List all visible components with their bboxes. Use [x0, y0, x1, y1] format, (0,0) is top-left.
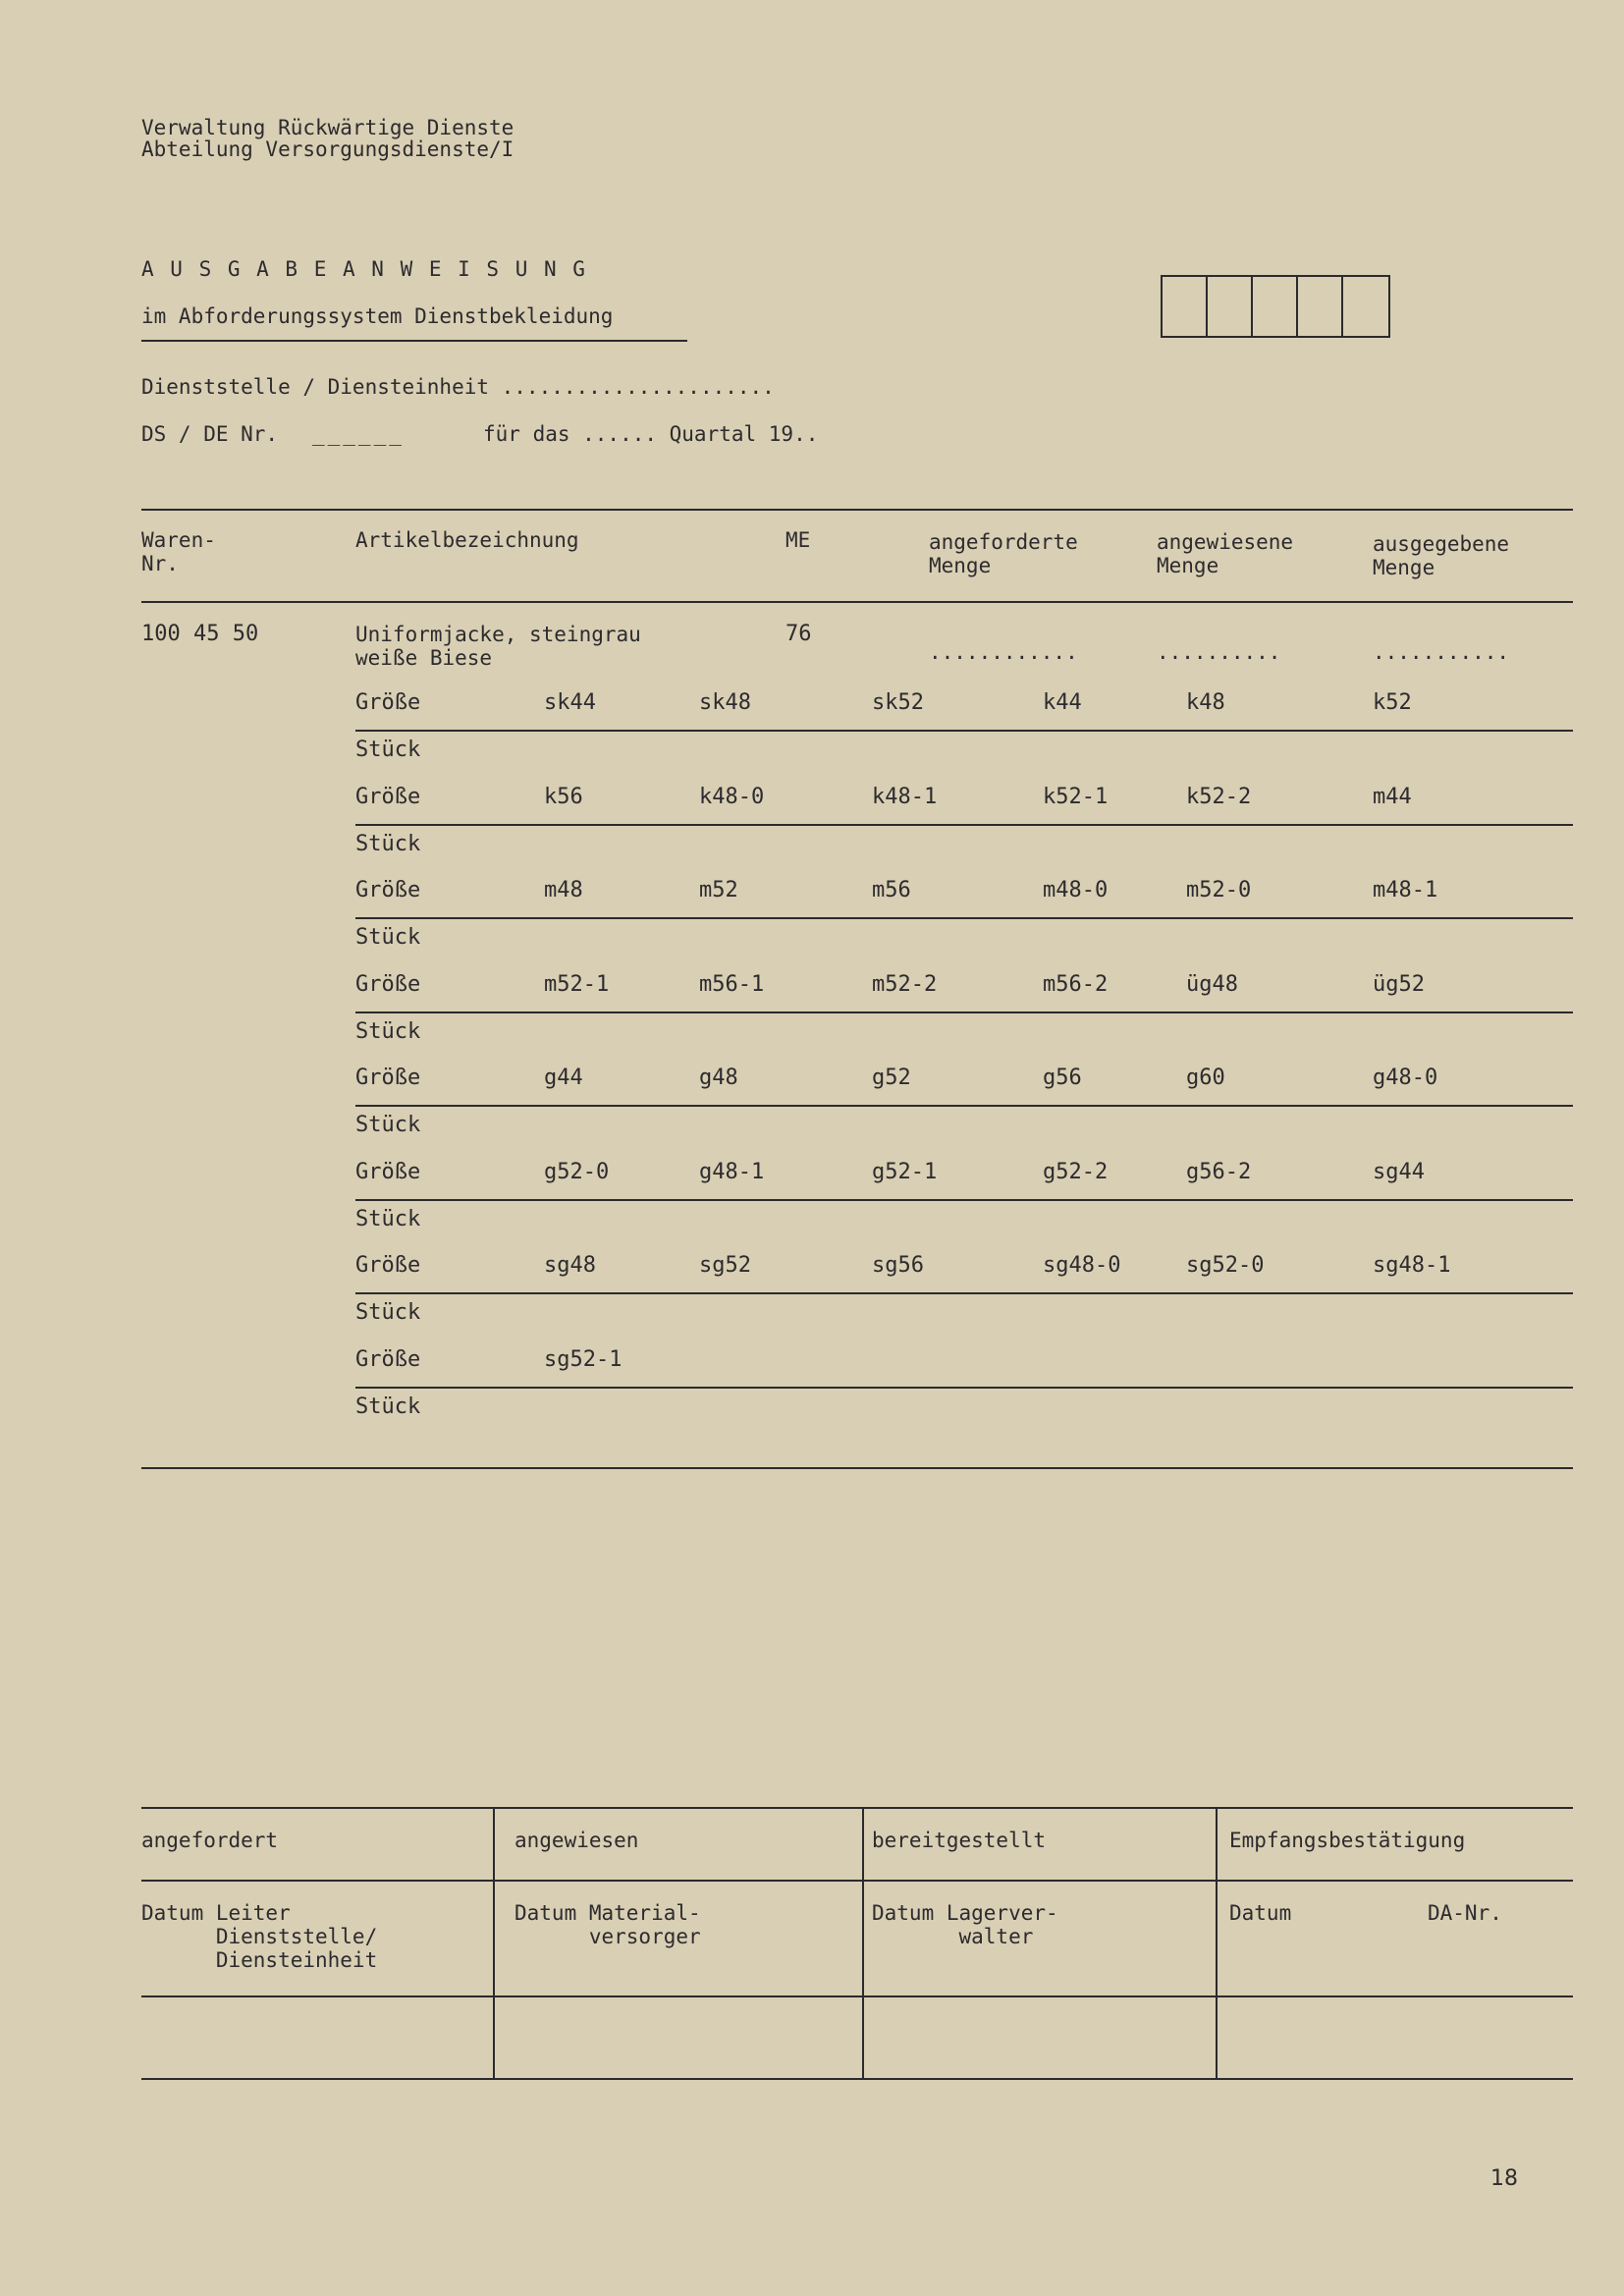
- sig-field-angefordert[interactable]: [143, 1999, 491, 2076]
- size-code: sg48: [544, 1253, 596, 1278]
- stueck-label: Stück: [355, 1113, 421, 1137]
- size-code: üg48: [1186, 972, 1238, 997]
- sig-field-angewiesen[interactable]: [497, 1999, 860, 2076]
- code-box-4[interactable]: [1296, 275, 1343, 338]
- size-code: k48: [1186, 690, 1225, 715]
- size-code: g48-1: [699, 1160, 765, 1184]
- stueck-quantity-field[interactable]: [461, 1297, 1561, 1333]
- item-name: Uniformjacke, steingrau weiße Biese: [355, 623, 641, 670]
- size-code: g56: [1043, 1066, 1082, 1090]
- size-row-rule: [355, 1292, 1573, 1294]
- groesse-label: Größe: [355, 1160, 421, 1184]
- stueck-label: Stück: [355, 1207, 421, 1231]
- stueck-quantity-field[interactable]: [461, 1392, 1561, 1427]
- stueck-label: Stück: [355, 925, 421, 950]
- size-code: sg52: [699, 1253, 751, 1278]
- size-row-rule: [355, 917, 1573, 919]
- size-code: sk52: [872, 690, 924, 715]
- size-code: k52-2: [1186, 785, 1252, 809]
- size-code: g44: [544, 1066, 583, 1090]
- size-code: sg48-0: [1043, 1253, 1121, 1278]
- sig-header-empfang: Empfangsbestätigung: [1229, 1829, 1466, 1852]
- sig-divider-3: [1216, 1807, 1218, 2080]
- size-code: m48: [544, 878, 583, 902]
- size-code: k48-0: [699, 785, 765, 809]
- sig-header-angefordert: angefordert: [141, 1829, 279, 1852]
- size-code: g48-0: [1373, 1066, 1438, 1090]
- item-angefordert-dots[interactable]: ............: [929, 640, 1078, 664]
- size-code: g60: [1186, 1066, 1225, 1090]
- size-code: sk48: [699, 690, 751, 715]
- size-code: g52: [872, 1066, 911, 1090]
- col-header-warennr: Waren- Nr.: [141, 528, 216, 575]
- size-code: k52: [1373, 690, 1412, 715]
- col-header-artikel: Artikelbezeichnung: [355, 528, 579, 552]
- item-ausgegeben-dots[interactable]: ...........: [1373, 640, 1510, 664]
- sig-cell-materialversorger: Datum Material- versorger: [514, 1901, 701, 1948]
- stueck-label: Stück: [355, 1019, 421, 1044]
- size-code: sg52-1: [544, 1347, 623, 1372]
- col-header-me: ME: [785, 528, 811, 552]
- code-box-3[interactable]: [1251, 275, 1298, 338]
- size-code: m48-0: [1043, 878, 1109, 902]
- stueck-label: Stück: [355, 738, 421, 762]
- stueck-quantity-field[interactable]: [461, 735, 1561, 770]
- sig-top-rule: [141, 1807, 1573, 1809]
- groesse-label: Größe: [355, 690, 421, 715]
- size-row-rule: [355, 1387, 1573, 1389]
- col-header-ausgegeben: ausgegebene Menge: [1373, 532, 1510, 579]
- size-code: m52: [699, 878, 738, 902]
- col-header-angewiesen: angewiesene Menge: [1157, 530, 1294, 577]
- size-code: g48: [699, 1066, 738, 1090]
- table-top-rule: [141, 509, 1573, 511]
- size-code: m52-1: [544, 972, 610, 997]
- size-code: k52-1: [1043, 785, 1109, 809]
- size-code: m56: [872, 878, 911, 902]
- item-angewiesen-dots[interactable]: ..........: [1157, 640, 1281, 664]
- size-code: g52-0: [544, 1160, 610, 1184]
- size-row-rule: [355, 1199, 1573, 1201]
- sig-header-bereitgestellt: bereitgestellt: [872, 1829, 1047, 1852]
- item-me: 76: [785, 622, 812, 646]
- size-code: m48-1: [1373, 878, 1438, 902]
- size-code: sg56: [872, 1253, 924, 1278]
- groesse-label: Größe: [355, 1347, 421, 1372]
- ds-nr-field[interactable]: ______: [312, 422, 405, 446]
- size-code: m56-2: [1043, 972, 1109, 997]
- size-code: sg52-0: [1186, 1253, 1265, 1278]
- table-header-rule: [141, 601, 1573, 603]
- size-code: k56: [544, 785, 583, 809]
- code-box-1[interactable]: [1161, 275, 1208, 338]
- sig-cell-da-nr: DA-Nr.: [1428, 1901, 1502, 1925]
- sig-header-angewiesen: angewiesen: [514, 1829, 639, 1852]
- size-row-rule: [355, 730, 1573, 732]
- dienststelle-field[interactable]: Dienststelle / Diensteinheit ......................: [141, 375, 775, 399]
- size-code: m56-1: [699, 972, 765, 997]
- stueck-label: Stück: [355, 832, 421, 856]
- stueck-quantity-field[interactable]: [461, 1110, 1561, 1145]
- code-box-2[interactable]: [1206, 275, 1253, 338]
- stueck-quantity-field[interactable]: [461, 829, 1561, 864]
- sig-field-empfang[interactable]: [1219, 1999, 1571, 2076]
- size-code: m44: [1373, 785, 1412, 809]
- size-code: k48-1: [872, 785, 938, 809]
- size-code: sg48-1: [1373, 1253, 1451, 1278]
- size-row-rule: [355, 824, 1573, 826]
- item-warennr: 100 45 50: [141, 622, 259, 646]
- sig-header-rule: [141, 1880, 1573, 1882]
- org-line-2: Abteilung Versorgungsdienste/I: [141, 137, 514, 161]
- size-code: g52-1: [872, 1160, 938, 1184]
- sig-cell-lagerverwalter: Datum Lagerver- walter: [872, 1901, 1058, 1948]
- size-code: m52-2: [872, 972, 938, 997]
- code-box-5[interactable]: [1341, 275, 1390, 338]
- form-subtitle: im Abforderungssystem Dienstbekleidung: [141, 304, 614, 328]
- size-row-rule: [355, 1011, 1573, 1013]
- org-line-1: Verwaltung Rückwärtige Dienste: [141, 116, 514, 139]
- sig-divider-1: [493, 1807, 495, 2080]
- size-code: sk44: [544, 690, 596, 715]
- form-title: A U S G A B E A N W E I S U N G: [141, 257, 587, 281]
- col-header-angefordert: angeforderte Menge: [929, 530, 1078, 577]
- quartal-field[interactable]: für das ...... Quartal 19..: [483, 422, 819, 446]
- groesse-label: Größe: [355, 878, 421, 902]
- stueck-label: Stück: [355, 1394, 421, 1419]
- page-number: 18: [1490, 2166, 1518, 2191]
- size-code: k44: [1043, 690, 1082, 715]
- sig-field-bereitgestellt[interactable]: [866, 1999, 1214, 2076]
- stueck-quantity-field[interactable]: [461, 1204, 1561, 1239]
- sig-divider-2: [862, 1807, 864, 2080]
- sig-cell-leiter: Datum Leiter Dienststelle/ Diensteinheit: [141, 1901, 378, 1972]
- groesse-label: Größe: [355, 1253, 421, 1278]
- sig-cell-datum: Datum: [1229, 1901, 1292, 1925]
- code-boxes[interactable]: [1161, 275, 1390, 338]
- size-row-rule: [355, 1105, 1573, 1107]
- subtitle-underline: [141, 340, 687, 342]
- ds-nr-label: DS / DE Nr.: [141, 422, 279, 446]
- groesse-label: Größe: [355, 785, 421, 809]
- groesse-label: Größe: [355, 1066, 421, 1090]
- sig-mid-rule: [141, 1995, 1573, 1997]
- table-bottom-rule: [141, 1467, 1573, 1469]
- stueck-quantity-field[interactable]: [461, 1016, 1561, 1052]
- groesse-label: Größe: [355, 972, 421, 997]
- size-code: g56-2: [1186, 1160, 1252, 1184]
- stueck-label: Stück: [355, 1300, 421, 1325]
- stueck-quantity-field[interactable]: [461, 922, 1561, 957]
- sig-bottom-rule: [141, 2078, 1573, 2080]
- size-code: m52-0: [1186, 878, 1252, 902]
- size-code: üg52: [1373, 972, 1425, 997]
- size-code: sg44: [1373, 1160, 1425, 1184]
- size-code: g52-2: [1043, 1160, 1109, 1184]
